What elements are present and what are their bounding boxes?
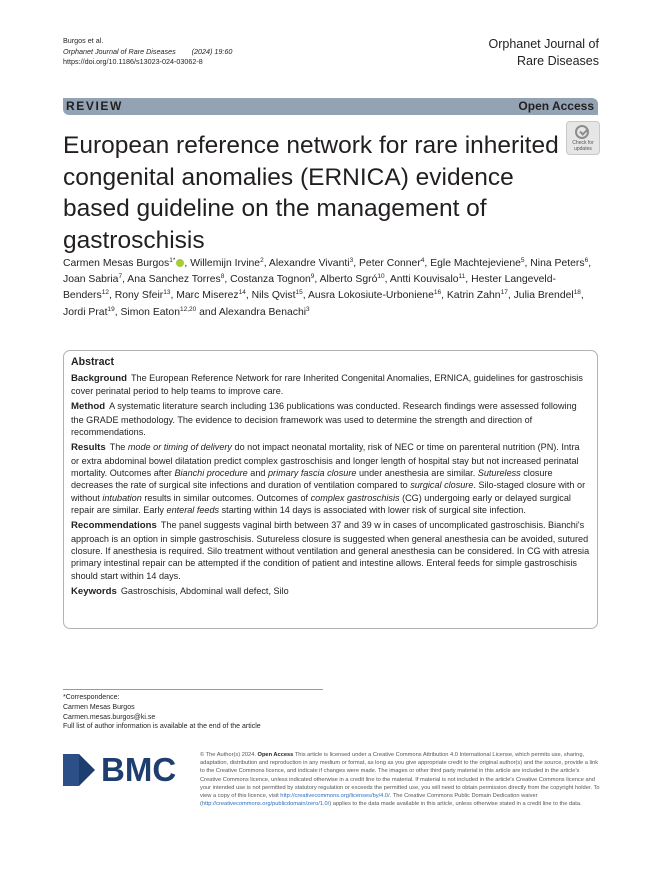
results-fragment: The xyxy=(109,442,128,453)
results-fragment: enteral feeds xyxy=(166,505,220,516)
results-fragment: Sutureless xyxy=(477,468,521,479)
bmc-logo xyxy=(63,750,186,786)
background-text: The European Reference Network for rare Inherited Congenital Anomalies, ERNICA, guidelines for gastroschisis cover perinatal period to help teams to improve care. xyxy=(71,373,583,397)
author-affiliation: 5 xyxy=(520,257,525,264)
article-type-band xyxy=(63,98,598,115)
abstract-results xyxy=(71,441,590,516)
recommendations-text: The panel suggests vaginal birth between 37 and 39 w in cases of uncomplicated gastroschisis. Bianchi's approach is an option in simple gastroschisis. Sutureless closure is suggested when general anesthesia can be avoided, sutured closure. If anesthesia is required. Silo treatment without ventilation and general anesthesia can be considered. In CG with atresia primary intestinal repair can be attempted if the condition of patient and intestine allows. Enteral feeds for simple gastroschisis should start within 14 days. xyxy=(71,520,590,581)
license-waiver: . The Creative Commons Public Domain Dedication waiver ( xyxy=(200,793,538,808)
author-name: Ana Sanchez Torres xyxy=(127,274,221,286)
author-affiliation: 8 xyxy=(220,273,225,281)
author-name: Marc Miserez xyxy=(176,290,239,302)
abstract-background xyxy=(71,372,590,398)
author-name: Rony Sfeir xyxy=(114,290,164,302)
license-text xyxy=(200,751,600,808)
author-affiliation: 11 xyxy=(458,273,466,281)
orcid-icon[interactable] xyxy=(176,259,184,267)
journal-name xyxy=(489,36,600,69)
author-affiliation: 1* xyxy=(169,257,176,264)
abstract-keywords xyxy=(71,585,590,598)
results-fragment: closure decreases the rate of surgical site infections and duration of ventilation compared to xyxy=(71,468,553,491)
results-fragment: complex gastroschisis xyxy=(310,492,400,503)
results-label: Results xyxy=(71,442,106,454)
author-affiliation: 3 xyxy=(306,305,310,313)
author-name: Peter Conner xyxy=(358,258,421,269)
results-fragment: do not impact neonatal mortality, risk of NEC or time on parenteral nutrition (PN). Intra or extra abdominal bowel dilatation predict complex gastroschisis and longer length of hospital stay but not increased perinatal mortality. Outcomes after xyxy=(71,442,580,479)
author-name: Alexandre Vivanti xyxy=(268,258,350,269)
journal-name-line2: Rare Diseases xyxy=(517,53,599,68)
results-fragment: . Silo-staged closure with or without xyxy=(71,480,586,503)
author-affiliation: 3 xyxy=(349,257,354,264)
license-link-cc-by[interactable]: http://creativecommons.org/licenses/by/4.0/ xyxy=(280,793,390,800)
results-fragment: Bianchi procedure xyxy=(174,468,248,479)
author-name: Egle Machtejeviene xyxy=(430,258,521,269)
author-name: Ausra Lokosiute-Urboniene xyxy=(307,290,434,302)
check-for-updates-icon xyxy=(575,125,589,139)
results-fragment: (CG) undergoing early or delayed surgical repair are similar. Early xyxy=(71,492,571,516)
results-fragment: intubation xyxy=(102,492,142,503)
author-name: Antti Kouvisalo xyxy=(389,274,459,286)
correspondence-name: Carmen Mesas Burgos xyxy=(63,703,135,711)
author-name: Willemijn Irvine xyxy=(190,258,261,269)
author-affiliation: 14 xyxy=(238,289,246,297)
author-affiliation: 7 xyxy=(118,273,123,281)
author-list: Carmen Mesas Burgos$^{1*}$ , Willemijn Irvine$^2$, Alexandre Vivanti$^3$, Peter Conner$^4$, Egle Machtejeviene$^5$, Nina Peters$^6$, Joan Sabria$^7$, Ana Sanchez Torres$^8$, Costanza Tognon$^9$, Alberto Sgró$^{10}$, Antti Kouvisalo$^{11}$, Hester Langeveld-Benders$^{12}$, Rony Sfeir$^{13}$, Marc Miserez$^{14}$, Nils Qvist$^{15}$, Ausra Lokosiute-Urboniene$^{16}$, Katrin Zahn$^{17}$, Julia Brendel$^{18}$, Jordi Prat$^{19}$, Simon Eaton$^{12,20}$ and Alexandra Benachi$^3$ xyxy=(63,257,592,318)
article-title: European reference network for rare inherited congenital anomalies (ERNICA) evidence based guideline on the management of gastroschisis xyxy=(63,132,559,254)
author-name: Nina Peters xyxy=(530,258,585,269)
author-affiliation: 17 xyxy=(500,289,508,297)
article-type: REVIEW xyxy=(66,99,123,113)
running-authors: Burgos et al. xyxy=(63,36,104,45)
results-fragment: and xyxy=(247,468,268,479)
author-name: Alberto Sgró xyxy=(319,274,378,286)
results-fragment: results in similar outcomes. Outcomes of xyxy=(141,492,311,503)
background-label: Background xyxy=(71,373,127,384)
author-name: Alexandra Benachi xyxy=(218,306,307,318)
author-affiliation: 18 xyxy=(573,289,581,297)
author-affiliation: 2 xyxy=(260,257,264,264)
license-body: This article is licensed under a Creative Commons Attribution 4.0 International License, which permits use, sharing, adaptation, distribution and reproduction in any medium or format, as long as you give appropriate credit to the original author(s) and the source, provide a link to the Creative Commons licence, and indicate if changes were made. The images or other third party material in this article are included in the article's Creative Commons licence, unless indicated otherwise in a credit line to the material. If material is not included in the article's Creative Commons licence and your intended use is not permitted by statutory regulation or exceeds the permitted use, you will need to obtain permission directly from the copyright holder. To view a copy of this licence, visit xyxy=(200,752,600,800)
author-name: Joan Sabria xyxy=(63,274,119,286)
correspondence-email[interactable]: Carmen.mesas.burgos@ki.se xyxy=(63,713,156,721)
author-affiliation: 15 xyxy=(295,289,303,297)
author-affiliation: 16 xyxy=(433,289,442,297)
check-for-updates-line1: Check for xyxy=(572,140,594,146)
correspondence-block xyxy=(63,693,261,732)
open-access-label: Open Access xyxy=(518,99,594,113)
footnote-divider xyxy=(63,689,323,690)
check-for-updates-line2: updates xyxy=(574,145,592,152)
author-name: Costanza Tognon xyxy=(230,274,311,286)
author-info-note: Full list of author information is available at the end of the article xyxy=(63,723,261,731)
author-affiliation: 4 xyxy=(420,257,425,264)
results-fragment: starting within 14 days is associated with lower risk of surgical site infection. xyxy=(219,505,526,516)
check-for-updates-button[interactable] xyxy=(566,121,600,155)
results-fragment: mode or timing of delivery xyxy=(127,442,232,453)
year-volume-page: (2024) 19:60 xyxy=(191,46,233,56)
results-text xyxy=(71,442,585,515)
author-affiliation: 19 xyxy=(107,305,115,313)
license-tail: ) applies to the data made available in this article, unless otherwise stated in a credit line to the data. xyxy=(329,801,582,808)
results-fragment: under anesthesia are similar. xyxy=(356,468,478,479)
author-affiliation: 6 xyxy=(584,257,589,264)
abstract-recommendations xyxy=(71,519,590,582)
recommendations-label: Recommendations xyxy=(71,520,157,532)
author-name: Carmen Mesas Burgos xyxy=(63,258,170,269)
abstract-box xyxy=(63,350,598,629)
license-open-access: Open Access xyxy=(257,752,294,758)
abstract-method xyxy=(71,400,590,438)
author-name: Simon Eaton xyxy=(120,306,180,318)
correspondence-label: *Correspondence: xyxy=(63,694,120,701)
results-fragment: surgical closure xyxy=(410,480,474,491)
author-name: Jordi Prat xyxy=(63,306,108,318)
author-name: Katrin Zahn xyxy=(446,290,501,302)
author-name: Hester Langeveld-Benders xyxy=(63,274,556,302)
doi-link[interactable]: https://doi.org/10.1186/s13023-024-03062-8 xyxy=(63,57,203,66)
license-link-cc0[interactable]: http://creativecommons.org/publicdomain/zero/1.0/ xyxy=(201,801,330,808)
keywords-text: Gastroschisis, Abdominal wall defect, Silo xyxy=(120,585,289,596)
author-affiliation: 9 xyxy=(310,273,315,281)
author-name: Nils Qvist xyxy=(251,290,296,302)
author-affiliation: 10 xyxy=(377,273,385,281)
author-affiliation: 12 xyxy=(101,289,109,297)
journal-citation: Orphanet Journal of Rare Diseases xyxy=(63,46,176,56)
author-affiliation: 13 xyxy=(163,289,171,297)
keywords-label: Keywords xyxy=(71,585,117,597)
method-text: A systematic literature search including 136 publications was conducted. Research findings were assessed following the GRADE methodology. The evidence to decision framework was used to determine the strength and direction of recommendations. xyxy=(71,401,577,438)
abstract-heading: Abstract xyxy=(71,356,114,368)
method-label: Method xyxy=(71,401,106,413)
license-copyright: © The Author(s) 2024. xyxy=(200,752,258,758)
running-header xyxy=(63,36,232,68)
results-fragment: primary fascia closure xyxy=(267,468,357,479)
bmc-logo-text: BMC xyxy=(101,751,177,786)
journal-name-line1: Orphanet Journal of xyxy=(488,37,599,51)
author-affiliation: 12,20 xyxy=(179,305,197,313)
author-name: Julia Brendel xyxy=(513,290,574,302)
